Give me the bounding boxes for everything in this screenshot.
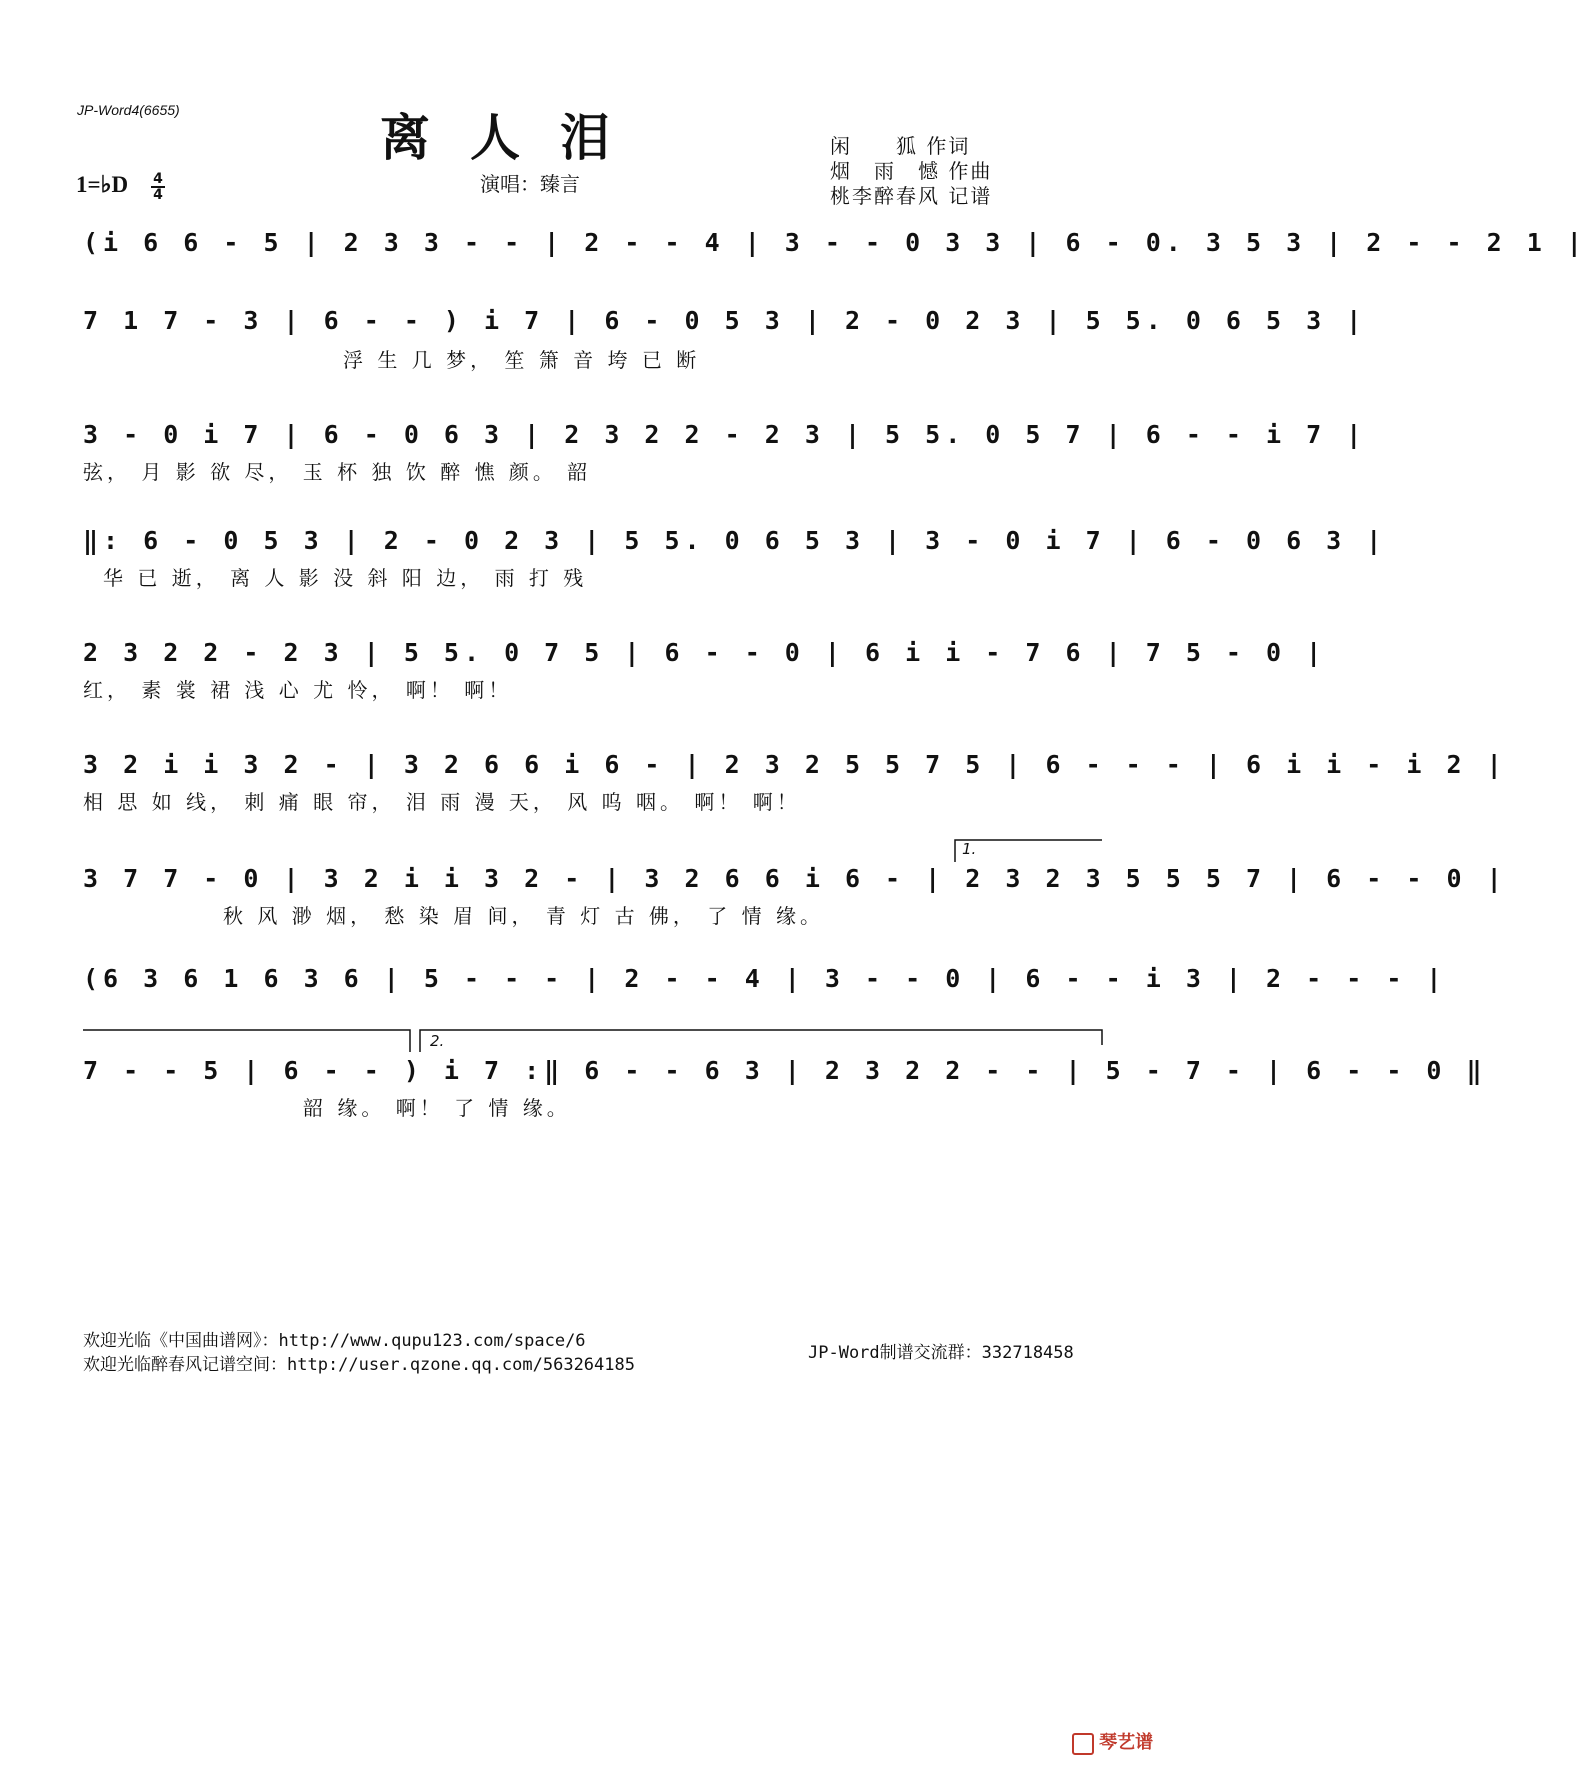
brand-logo: [1072, 1728, 1153, 1755]
page-title: 离人泪: [380, 108, 650, 167]
volta-bracket-2: [420, 1030, 1102, 1052]
volta-bracket-1: [955, 840, 1102, 862]
notes-line: 7 - - 5 | 6 - - ) i 7 :‖ 6 - - 6 3 | 2 3 2 2 - - | 5 - 7 - | 6 - - 0 ‖: [83, 1056, 1487, 1085]
lyrics-line: 弦， 月 影 欲 尽， 玉 杯 独 饮 醉 憔 颜。 韶: [83, 460, 592, 484]
system-rule: [83, 1030, 410, 1052]
notes-line: 3 - 0 i 7 | 6 - 0 6 3 | 2 3 2 2 - 2 3 | 5 5. 0 5 7 | 6 - - i 7 |: [83, 420, 1367, 449]
notes-line: (6 3 6 1 6 3 6 | 5 - - - | 2 - - 4 | 3 - - 0 | 6 - - i 3 | 2 - - - |: [83, 964, 1447, 993]
lyrics-line: 红， 素 裳 裙 浅 心 尤 怜， 啊！ 啊！: [83, 678, 513, 702]
footer-group: JP-Word制谱交流群：332718458: [808, 1343, 1074, 1363]
footer-link-1: 欢迎光临《中国曲谱网》：http://www.qupu123.com/space/6: [83, 1331, 586, 1351]
lyrics-line: 韶 缘。 啊！ 了 情 缘。: [303, 1096, 571, 1120]
lyrics-line: 秋 风 渺 烟， 愁 染 眉 间， 青 灯 古 佛， 了 情 缘。: [223, 904, 825, 928]
notes-line: 3 2 i i 3 2 - | 3 2 6 6 i 6 - | 2 3 2 5 5 7 5 | 6 - - - | 6 i i - i 2 |: [83, 750, 1507, 779]
notes-line: 7 1 7 - 3 | 6 - - ) i 7 | 6 - 0 5 3 | 2 - 0 2 3 | 5 5. 0 6 5 3 |: [83, 306, 1367, 335]
notes-line: 2 3 2 2 - 2 3 | 5 5. 0 7 5 | 6 - - 0 | 6 i i - 7 6 | 7 5 - 0 |: [83, 638, 1327, 667]
brand-mark-icon: [1072, 1733, 1094, 1755]
footer-link-2: 欢迎光临醉春风记谱空间：http://user.qzone.qq.com/563264185: [83, 1355, 635, 1375]
lyrics-line: 华 已 逝， 离 人 影 没 斜 阳 边， 雨 打 残: [103, 566, 588, 590]
notes-line: (i 6 6 - 5 | 2 3 3 - - | 2 - - 4 | 3 - - 0 3 3 | 6 - 0. 3 5 3 | 2 - - 2 1 |: [83, 228, 1587, 257]
time-sig-top: 4: [153, 171, 163, 187]
lyrics-line: 浮 生 几 梦， 笙 箫 音 垮 已 断: [343, 348, 701, 372]
credit-lyricist: 闲 狐 作词: [830, 134, 971, 158]
brand-text: 琴艺谱: [1099, 1732, 1154, 1753]
software-label: JP-Word4(6655): [77, 102, 180, 118]
key-signature: 1=♭D: [76, 172, 129, 197]
singer-credit: 演唱：臻言: [480, 172, 580, 196]
credit-transcriber: 桃李醉春风 记谱: [830, 184, 993, 208]
lyrics-line: 相 思 如 线， 刺 痛 眼 帘， 泪 雨 漫 天， 风 呜 咽。 啊！ 啊！: [83, 790, 801, 814]
volta-label-1: 1.: [962, 840, 977, 858]
time-sig-bottom: 4: [153, 187, 163, 203]
volta-label-2: 2.: [430, 1032, 445, 1050]
notes-line: 3 7 7 - 0 | 3 2 i i 3 2 - | 3 2 6 6 i 6 - | 2 3 2 3 5 5 5 7 | 6 - - 0 |: [83, 864, 1507, 893]
credit-composer: 烟 雨 憾 作曲: [830, 159, 993, 183]
notes-line: ‖: 6 - 0 5 3 | 2 - 0 2 3 | 5 5. 0 6 5 3 | 3 - 0 i 7 | 6 - 0 6 3 |: [83, 526, 1387, 555]
